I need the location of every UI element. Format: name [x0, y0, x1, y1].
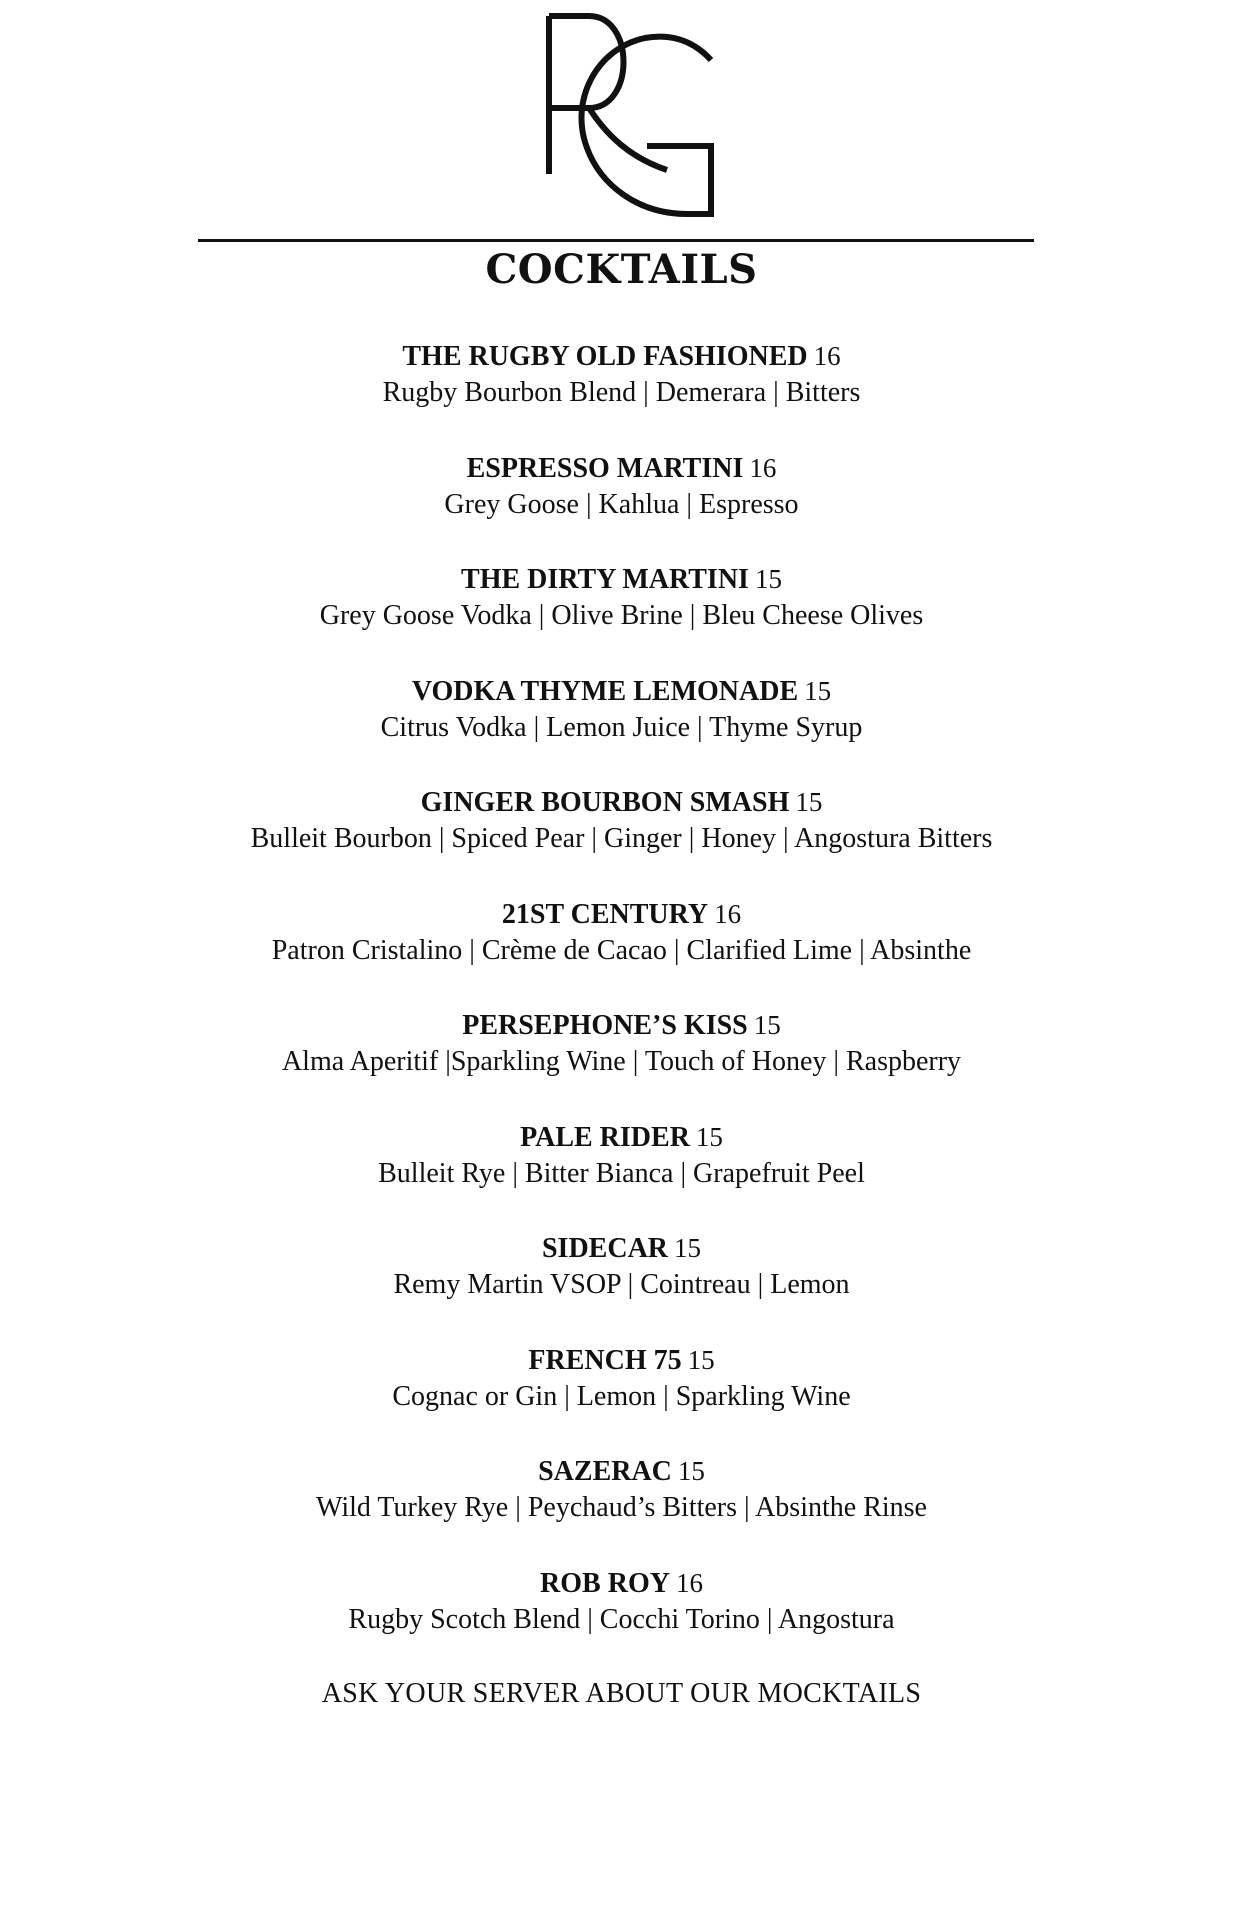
item-ingredients: Bulleit Bourbon | Spiced Pear | Ginger | Honey | Angostura Bitters: [250, 823, 993, 854]
menu-item: [0, 896, 1243, 1008]
item-name: THE DIRTY MARTINI: [461, 564, 749, 595]
item-name: PERSEPHONE’S KISS: [462, 1010, 748, 1041]
rg-monogram-logo: [535, 8, 715, 220]
item-price: 16: [813, 341, 841, 371]
item-name: ROB ROY: [540, 1567, 670, 1599]
menu-item: [0, 784, 1243, 896]
item-ingredients: Grey Goose Vodka | Olive Brine | Bleu Cheese Olives: [319, 600, 924, 631]
item-price: 16: [714, 898, 742, 929]
menu-item: [0, 1119, 1243, 1231]
item-name: PALE RIDER: [520, 1121, 690, 1153]
menu-item: [0, 1342, 1243, 1454]
item-ingredients: Wild Turkey Rye | Peychaud’s Bitters | Absinthe Rinse: [316, 1492, 927, 1523]
item-name: ESPRESSO MARTINI: [466, 452, 744, 484]
item-ingredients: Alma Aperitif |Sparkling Wine | Touch of Honey | Raspberry: [281, 1046, 962, 1077]
item-ingredients: Remy Martin VSOP | Cointreau | Lemon: [393, 1269, 850, 1300]
item-name: THE RUGBY OLD FASHIONED: [402, 341, 808, 372]
item-name: 21ST CENTURY: [501, 898, 709, 930]
item-ingredients: Patron Cristalino | Crème de Cacao | Clarified Lime | Absinthe: [271, 934, 972, 966]
item-name: FRENCH 75: [528, 1344, 682, 1376]
item-name: GINGER BOURBON SMASH: [420, 787, 790, 818]
item-price: 15: [754, 564, 782, 594]
menu-item: [0, 450, 1243, 562]
menu-item: [0, 1007, 1243, 1119]
menu-item: [0, 673, 1243, 785]
cocktail-list: [0, 338, 1243, 1676]
item-price: 15: [795, 787, 823, 817]
item-name: SAZERAC: [538, 1456, 672, 1487]
item-price: 15: [753, 1010, 781, 1040]
header-divider: [198, 239, 1034, 242]
item-price: 16: [749, 452, 777, 483]
menu-item: [0, 561, 1243, 673]
item-ingredients: Cognac or Gin | Lemon | Sparkling Wine: [392, 1380, 851, 1412]
item-ingredients: Grey Goose | Kahlua | Espresso: [444, 488, 799, 520]
item-price: 15: [674, 1233, 702, 1263]
menu-item: [0, 338, 1243, 450]
item-price: 15: [804, 675, 832, 706]
item-name: VODKA THYME LEMONADE: [411, 675, 799, 707]
menu-item: [0, 1230, 1243, 1342]
item-price: 15: [677, 1456, 705, 1486]
mocktails-note: ASK YOUR SERVER ABOUT OUR MOCKTAILS: [321, 1678, 922, 1709]
item-ingredients: Rugby Bourbon Blend | Demerara | Bitters: [382, 377, 861, 408]
menu-item: [0, 1453, 1243, 1565]
item-ingredients: Citrus Vodka | Lemon Juice | Thyme Syrup: [380, 711, 863, 743]
item-ingredients: Rugby Scotch Blend | Cocchi Torino | Angostura: [348, 1603, 895, 1635]
item-price: 15: [695, 1121, 723, 1152]
item-price: 16: [675, 1567, 703, 1598]
section-title: COCKTAILS: [485, 246, 758, 293]
menu-item: [0, 1565, 1243, 1677]
item-ingredients: Bulleit Rye | Bitter Bianca | Grapefruit Peel: [378, 1157, 865, 1189]
item-price: 15: [687, 1344, 715, 1375]
item-name: SIDECAR: [541, 1233, 669, 1264]
